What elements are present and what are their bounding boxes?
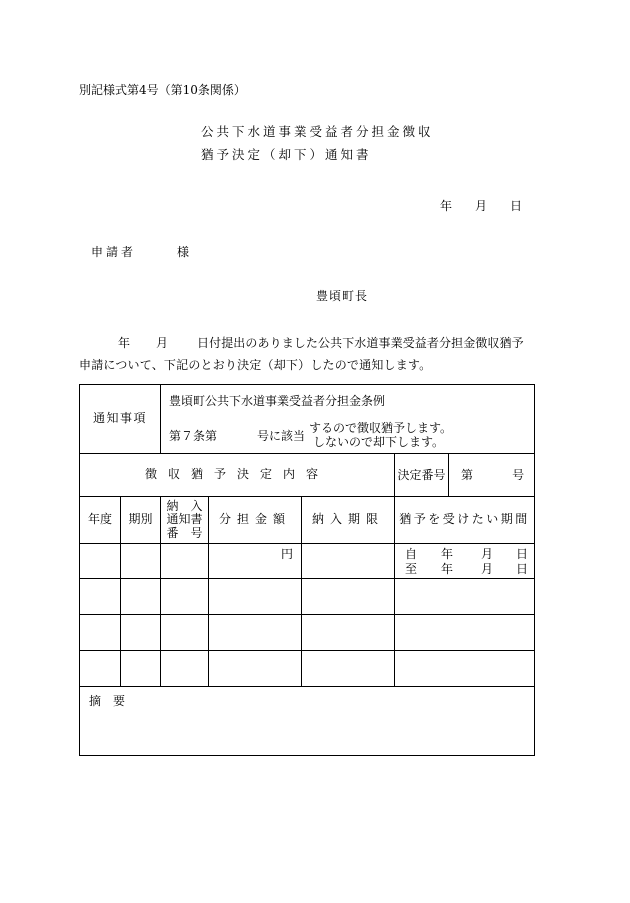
option-grant: するので徴収猶予します。 (309, 421, 453, 435)
table-row (80, 615, 535, 651)
to-year: 年 (441, 562, 454, 576)
article-prefix: 第７条第 (169, 429, 218, 443)
applicant-label: 申請者 (91, 245, 137, 259)
body-line1: 日付提出のありました公共下水道事業受益者分担金徴収猶予 (197, 336, 524, 350)
form-label: 別記様式第4号（第10条関係） (79, 83, 246, 97)
col-notice-number-line2: 通知書 (166, 512, 203, 527)
table-row (80, 544, 535, 579)
notice-table (79, 384, 535, 756)
to-label: 至 (405, 562, 418, 576)
to-month: 月 (481, 562, 494, 576)
col-period: 期別 (121, 497, 161, 544)
issuer-name: 豊頃町長 (316, 289, 369, 303)
from-year: 年 (441, 547, 454, 561)
body-line2: 申請について、下記のとおり決定（却下）したので通知します。 (79, 358, 432, 372)
cell-amount (209, 544, 302, 579)
to-day: 日 (516, 562, 529, 576)
date-month: 月 (475, 199, 488, 213)
from-label: 自 (405, 547, 418, 561)
col-deferral (395, 497, 535, 544)
table-row (80, 579, 535, 615)
decision-content-label: 徴収猶予決定内容 (145, 467, 330, 482)
remarks-label: 摘 要 (89, 694, 126, 708)
document-title-line2: 猶予決定（却下）通知書 (201, 147, 372, 162)
cell-year (80, 544, 121, 579)
decision-number-prefix: 第 (461, 468, 474, 482)
date-year: 年 (440, 199, 453, 213)
from-day: 日 (516, 547, 529, 561)
from-month: 月 (481, 547, 494, 561)
ordinance-name: 豊頃町公共下水道事業受益者分担金条例 (169, 394, 386, 408)
table-row (80, 651, 535, 687)
decision-content-cell (80, 454, 395, 497)
cell-due (302, 544, 395, 579)
decision-number-cell (395, 454, 535, 497)
col-due-label: 納入期限 (312, 512, 385, 527)
option-reject: しないので却下します。 (313, 435, 445, 449)
notice-label-cell (80, 385, 161, 454)
remarks-cell (80, 687, 535, 756)
decision-number-suffix: 号 (512, 468, 525, 482)
decision-number-label: 決定番号 (395, 454, 449, 496)
body-year: 年 (118, 336, 131, 350)
body-month: 月 (156, 336, 169, 350)
date-day: 日 (510, 199, 523, 213)
col-notice-number-line1: 納 入 (166, 499, 203, 514)
cell-deferral-period (395, 544, 535, 579)
applicant-honorific: 様 (177, 245, 190, 259)
notice-label: 通知事項 (93, 411, 148, 426)
col-year: 年度 (80, 497, 121, 544)
col-notice-number (161, 497, 209, 544)
col-due (302, 497, 395, 544)
yen-unit: 円 (281, 547, 294, 561)
col-amount-label: 分担金額 (219, 512, 292, 527)
document-title-line1: 公共下水道事業受益者分担金徴収 (201, 124, 434, 139)
cell-period (121, 544, 161, 579)
notice-content-cell (161, 385, 535, 454)
cell-notice-number (161, 544, 209, 579)
col-amount (209, 497, 302, 544)
col-notice-number-line3: 番 号 (166, 525, 203, 540)
article-suffix: 号に該当 (257, 429, 306, 443)
col-deferral-label: 猶予を受けたい期間 (399, 512, 530, 527)
